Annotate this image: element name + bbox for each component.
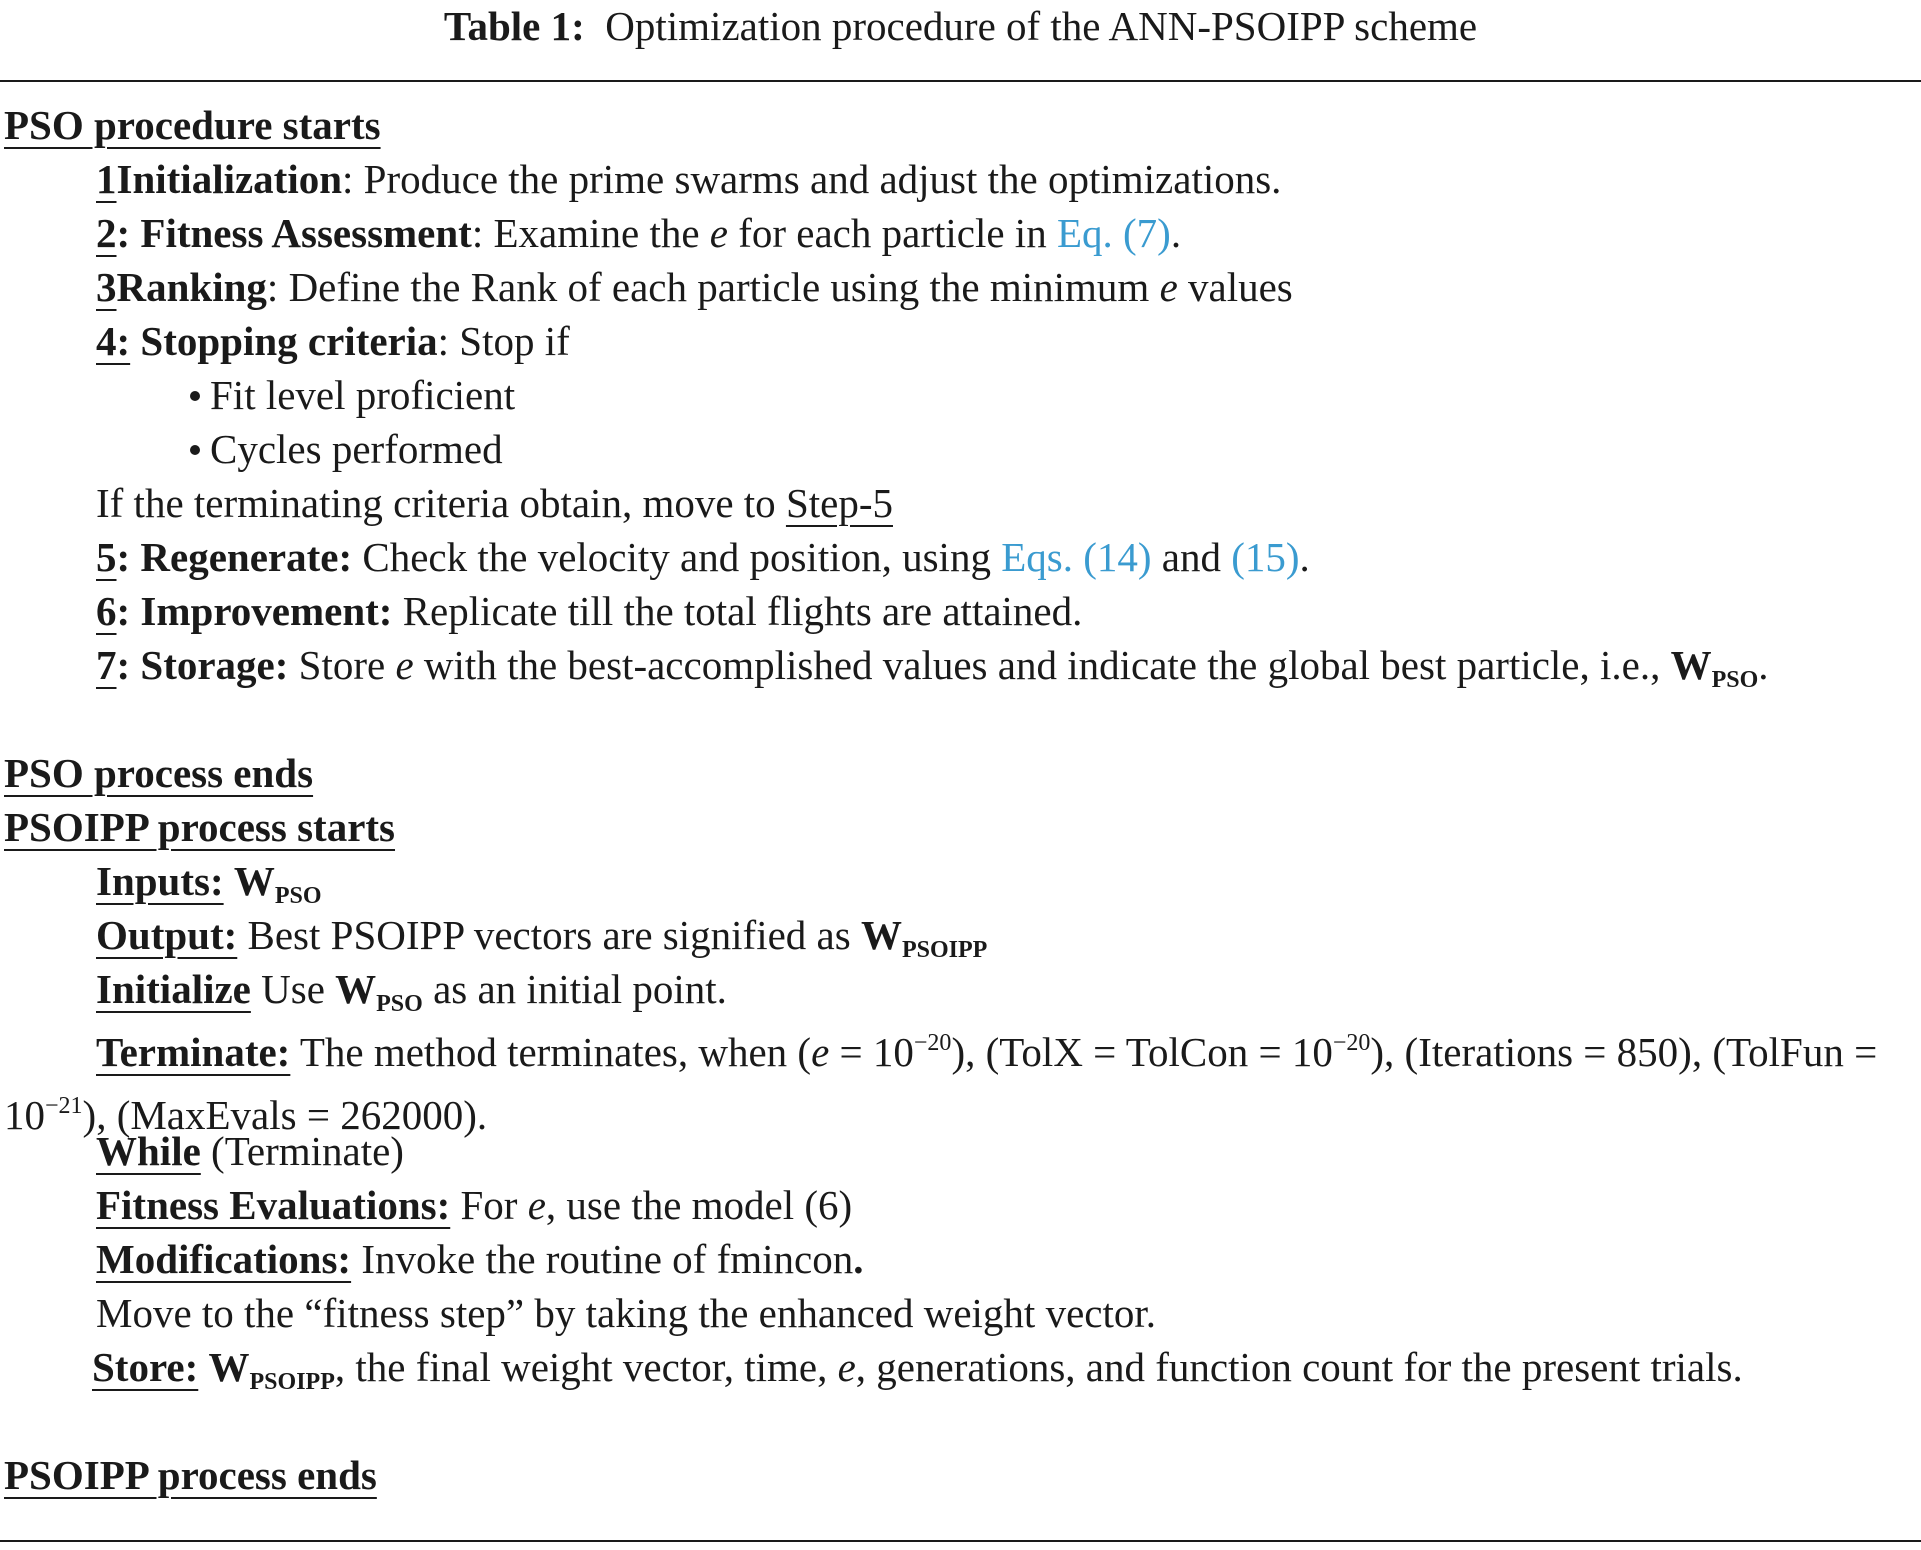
psoipp-fitness: Fitness Evaluations: For e, use the model (6) [96, 1182, 853, 1228]
psoipp-end-heading: PSOIPP process ends [4, 1452, 377, 1498]
caption-label: Table 1: [443, 3, 585, 49]
procedure-body [4, 98, 1916, 1502]
eq14-link[interactable]: Eqs. (14) [1001, 534, 1152, 580]
psoipp-modifications: Modifications: Invoke the routine of fmincon. [96, 1236, 864, 1282]
step-2: 2: Fitness Assessment: Examine the e for each particle in Eq. (7). [96, 210, 1182, 256]
terminate-instruction: If the terminating criteria obtain, move to Step-5 [96, 480, 893, 526]
bullet-item: Cycles performed [4, 422, 1916, 476]
psoipp-start-heading: PSOIPP process starts [4, 804, 396, 850]
bullet-icon [190, 445, 200, 455]
eq15-link[interactable]: (15) [1231, 534, 1300, 580]
eq7-link[interactable]: Eq. (7) [1056, 210, 1171, 256]
step5-link[interactable]: Step-5 [785, 480, 893, 526]
caption-title: Optimization procedure of the ANN-PSOIPP scheme [605, 3, 1478, 49]
step-5: 5: Regenerate: Check the velocity and position, using Eqs. (14) and (15). [96, 534, 1310, 580]
psoipp-output: Output: Best PSOIPP vectors are signified as $W_{PSOIPP}$ [96, 912, 988, 963]
step-6: 6: Improvement: Replicate till the total flights are attained. [96, 588, 1083, 634]
psoipp-inputs: Inputs: $W_{PSO}$ [96, 858, 322, 909]
psoipp-move: Move to the “fitness step” by taking the enhanced weight vector. [96, 1290, 1156, 1336]
psoipp-terminate: Terminate: The method terminates, when $(e = 10^{-20})$, (TolX = TolCon = $10^{-20}$), (Iterations = 850), (TolFun = $10^{-21}$), (MaxEvals = 262000). [4, 1029, 1878, 1138]
bottom-rule [0, 1540, 1921, 1542]
bullet-item: Fit level proficient [4, 368, 1916, 422]
psoipp-store: Store: $W_{PSOIPP}$, the final weight vector, time, e, generations, and function count for the present trials. [92, 1344, 1743, 1395]
step-3: 3Ranking: Define the Rank of each particle using the minimum e values [96, 264, 1293, 310]
step-7: 7: Storage: Store e with the best-accomplished values and indicate the global best particle, i.e., $W_{PSO}$. [96, 642, 1769, 693]
table-caption [0, 0, 1921, 52]
top-rule [0, 80, 1921, 82]
psoipp-initialize: Initialize Use $W_{PSO}$ as an initial point. [96, 966, 727, 1017]
psoipp-while: While (Terminate) [96, 1128, 404, 1174]
pso-start-heading: PSO procedure starts [4, 102, 381, 148]
pso-end-heading: PSO process ends [4, 750, 314, 796]
step-1: 1Initialization: Produce the prime swarms and adjust the optimizations. [96, 156, 1282, 202]
bullet-icon [190, 391, 200, 401]
step-4: 4: Stopping criteria: Stop if [96, 318, 570, 364]
